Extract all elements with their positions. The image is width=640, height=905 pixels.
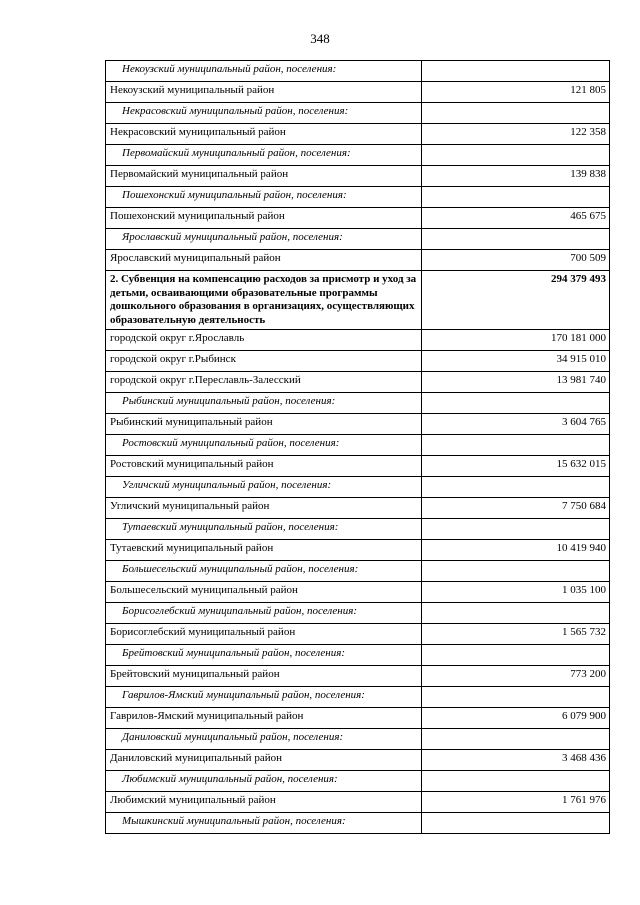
row-name: Пошехонский муниципальный район, поселения:: [106, 187, 422, 208]
row-name: Большесельский муниципальный район, поселения:: [106, 561, 422, 582]
subheader-row: [106, 393, 610, 414]
row-name: Тутаевский муниципальный район: [106, 540, 422, 561]
row-value: 15 632 015: [422, 456, 610, 477]
row-value: 34 915 010: [422, 351, 610, 372]
row-name: Любимский муниципальный район, поселения:: [106, 771, 422, 792]
table-row: [106, 414, 610, 435]
table-row: [106, 166, 610, 187]
row-value: [422, 561, 610, 582]
row-name: Пошехонский муниципальный район: [106, 208, 422, 229]
row-value: 170 181 000: [422, 330, 610, 351]
row-name: Некоузский муниципальный район, поселения:: [106, 61, 422, 82]
subheader-row: [106, 687, 610, 708]
row-name: 2. Субвенция на компенсацию расходов за присмотр и уход за детьми, осваивающими образовательные программы дошкольного образования в организациях, осуществляющих образовательную деятельность: [106, 271, 422, 330]
row-name: городской округ г.Переславль-Залесский: [106, 372, 422, 393]
row-name: Некрасовский муниципальный район: [106, 124, 422, 145]
row-value: 3 468 436: [422, 750, 610, 771]
table-body: [106, 61, 610, 834]
subheader-row: [106, 103, 610, 124]
row-name: Некрасовский муниципальный район, поселения:: [106, 103, 422, 124]
subheader-row: [106, 729, 610, 750]
table-row: [106, 82, 610, 103]
subheader-row: [106, 813, 610, 834]
row-value: 13 981 740: [422, 372, 610, 393]
table-row: [106, 124, 610, 145]
table-row: [106, 624, 610, 645]
table-row: [106, 540, 610, 561]
row-value: [422, 187, 610, 208]
row-name: Брейтовский муниципальный район: [106, 666, 422, 687]
row-value: 10 419 940: [422, 540, 610, 561]
table-row: [106, 351, 610, 372]
row-value: 7 750 684: [422, 498, 610, 519]
row-name: Борисоглебский муниципальный район, поселения:: [106, 603, 422, 624]
table-row: [106, 750, 610, 771]
row-name: Ростовский муниципальный район, поселения:: [106, 435, 422, 456]
row-name: Рыбинский муниципальный район, поселения:: [106, 393, 422, 414]
row-name: Ярославский муниципальный район, поселения:: [106, 229, 422, 250]
row-name: Тутаевский муниципальный район, поселения:: [106, 519, 422, 540]
row-value: 3 604 765: [422, 414, 610, 435]
table-row: [106, 208, 610, 229]
row-value: 773 200: [422, 666, 610, 687]
row-value: [422, 145, 610, 166]
row-value: 121 805: [422, 82, 610, 103]
table-row: [106, 792, 610, 813]
subheader-row: [106, 645, 610, 666]
row-value: 139 838: [422, 166, 610, 187]
subheader-row: [106, 61, 610, 82]
subheader-row: [106, 603, 610, 624]
table-row: [106, 456, 610, 477]
table-row: [106, 708, 610, 729]
row-name: Угличский муниципальный район: [106, 498, 422, 519]
row-value: [422, 393, 610, 414]
page-number: 348: [310, 31, 330, 46]
row-value: [422, 229, 610, 250]
row-name: городской округ г.Рыбинск: [106, 351, 422, 372]
row-name: городской округ г.Ярославль: [106, 330, 422, 351]
row-value: 6 079 900: [422, 708, 610, 729]
row-value: [422, 61, 610, 82]
row-name: Мышкинский муниципальный район, поселения:: [106, 813, 422, 834]
row-value: [422, 729, 610, 750]
subheader-row: [106, 435, 610, 456]
row-name: Борисоглебский муниципальный район: [106, 624, 422, 645]
subheader-row: [106, 145, 610, 166]
row-value: 1 565 732: [422, 624, 610, 645]
row-value: [422, 477, 610, 498]
table-row: [106, 330, 610, 351]
subheader-row: [106, 477, 610, 498]
section-row: [106, 271, 610, 330]
row-value: 465 675: [422, 208, 610, 229]
row-name: Даниловский муниципальный район: [106, 750, 422, 771]
row-value: [422, 687, 610, 708]
row-name: Большесельский муниципальный район: [106, 582, 422, 603]
table-row: [106, 372, 610, 393]
row-name: Рыбинский муниципальный район: [106, 414, 422, 435]
row-name: Даниловский муниципальный район, поселения:: [106, 729, 422, 750]
row-name: Любимский муниципальный район: [106, 792, 422, 813]
table-row: [106, 498, 610, 519]
subheader-row: [106, 561, 610, 582]
budget-table: [105, 60, 610, 834]
row-value: [422, 645, 610, 666]
row-value: 1 035 100: [422, 582, 610, 603]
subheader-row: [106, 771, 610, 792]
table-row: [106, 582, 610, 603]
row-value: [422, 771, 610, 792]
row-name: Брейтовский муниципальный район, поселения:: [106, 645, 422, 666]
subheader-row: [106, 519, 610, 540]
row-value: [422, 603, 610, 624]
row-value: 122 358: [422, 124, 610, 145]
row-name: Угличский муниципальный район, поселения:: [106, 477, 422, 498]
row-value: 294 379 493: [422, 271, 610, 330]
table-row: [106, 666, 610, 687]
row-name: Ярославский муниципальный район: [106, 250, 422, 271]
row-value: [422, 435, 610, 456]
row-name: Гаврилов-Ямский муниципальный район: [106, 708, 422, 729]
row-name: Первомайский муниципальный район, поселения:: [106, 145, 422, 166]
row-name: Ростовский муниципальный район: [106, 456, 422, 477]
row-value: [422, 519, 610, 540]
table-row: [106, 250, 610, 271]
subheader-row: [106, 187, 610, 208]
row-name: Гаврилов-Ямский муниципальный район, поселения:: [106, 687, 422, 708]
row-value: 700 509: [422, 250, 610, 271]
row-value: [422, 813, 610, 834]
row-value: [422, 103, 610, 124]
row-value: 1 761 976: [422, 792, 610, 813]
subheader-row: [106, 229, 610, 250]
row-name: Некоузский муниципальный район: [106, 82, 422, 103]
row-name: Первомайский муниципальный район: [106, 166, 422, 187]
